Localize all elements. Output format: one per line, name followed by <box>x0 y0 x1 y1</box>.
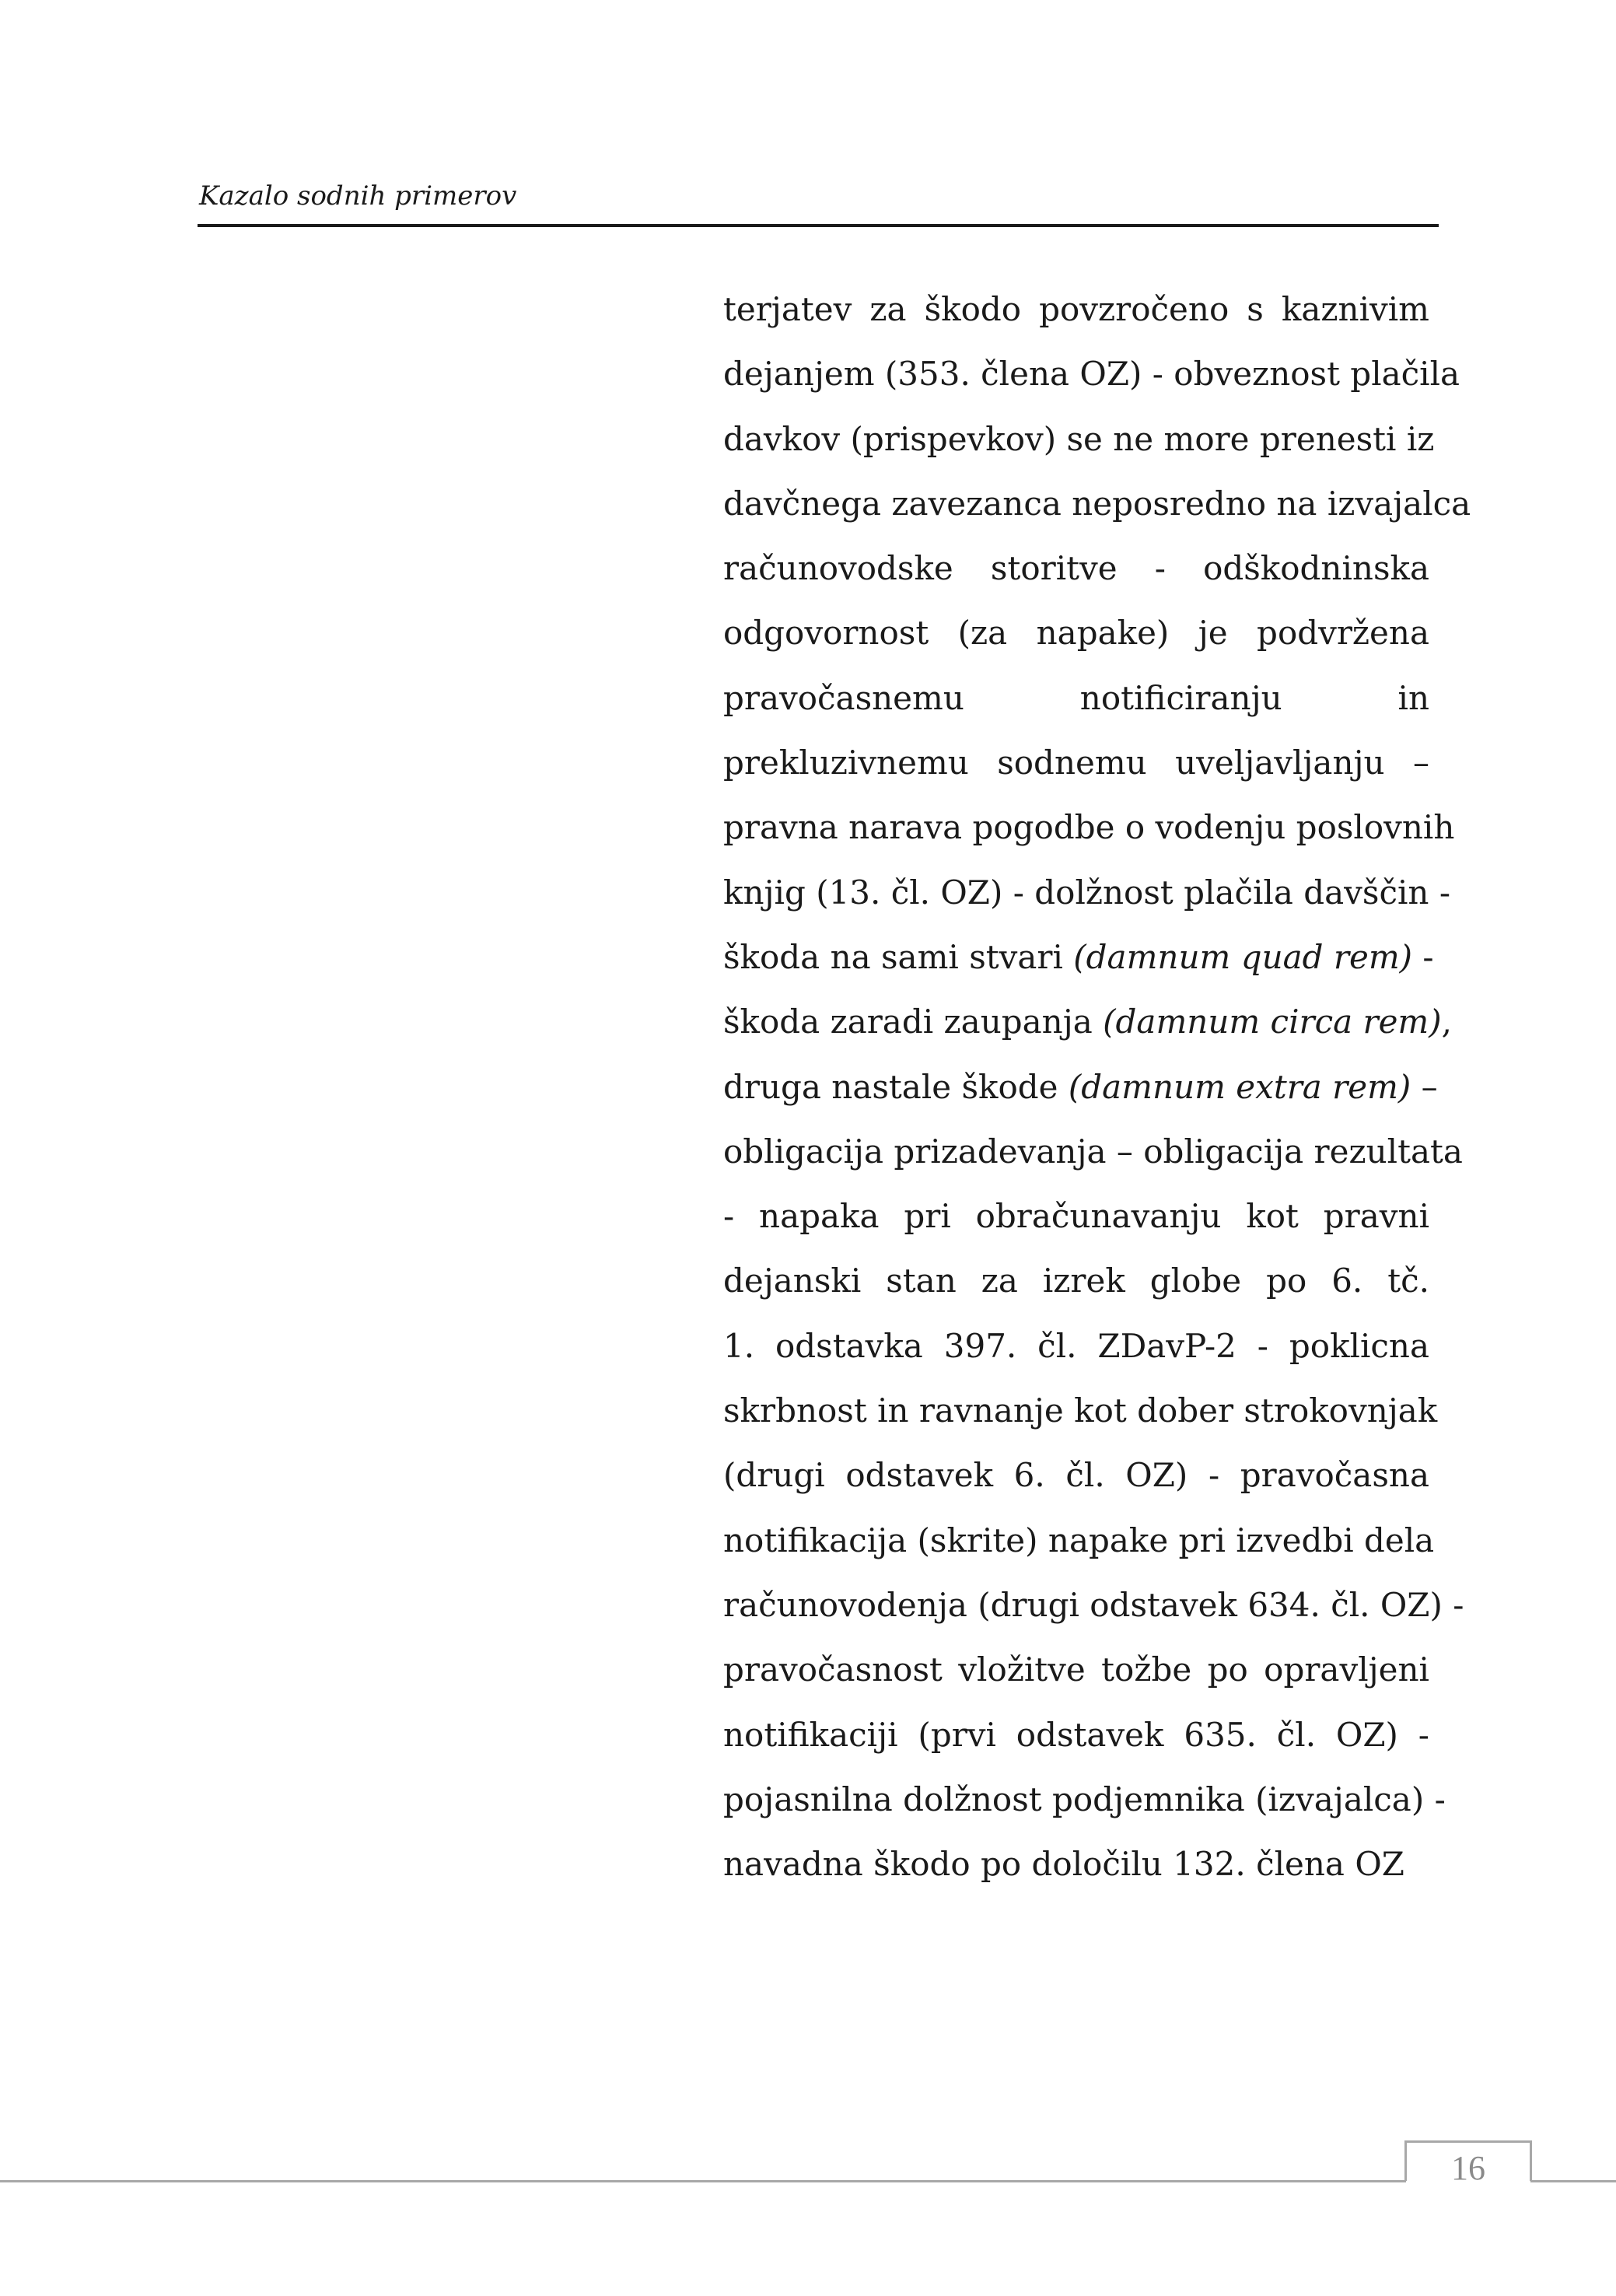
body-text-line <box>723 536 1429 600</box>
text-segment: – <box>1411 1067 1438 1106</box>
text-segment: dejanjem (353. člena OZ) - obveznost plačila <box>723 355 1460 394</box>
body-text-line <box>723 925 1434 989</box>
text-segment: (drugi odstavek 6. čl. OZ) - pravočasna <box>723 1456 1429 1495</box>
page-number: 16 <box>1451 2149 1485 2187</box>
body-text-line <box>723 1573 1464 1637</box>
text-segment: računovodske storitve - odškodninska <box>723 549 1429 588</box>
body-text-line <box>723 1767 1446 1832</box>
body-text-column <box>723 277 1471 1896</box>
text-segment: računovodenja (drugi odstavek 634. čl. OZ) - <box>723 1585 1464 1624</box>
body-text-line <box>723 471 1471 536</box>
footer-rule-left <box>0 2180 1406 2182</box>
running-header-title: Kazalo sodnih primerov <box>199 180 517 212</box>
text-segment: odgovornost (za napake) je podvržena <box>723 614 1429 653</box>
text-segment: prekluzivnemu sodnemu uveljavljanju – <box>723 744 1429 782</box>
latin-term: (damnum circa rem) <box>1103 1003 1442 1041</box>
footer-rule-right <box>1530 2180 1616 2182</box>
text-segment: , <box>1441 1003 1453 1041</box>
text-segment: knjig (13. čl. OZ) - dolžnost plačila davščin - <box>723 873 1451 912</box>
body-text-line <box>723 277 1429 341</box>
body-text-line <box>723 1508 1435 1573</box>
body-text-line <box>723 1184 1429 1248</box>
latin-term: (damnum extra rem) <box>1068 1067 1411 1106</box>
text-segment: terjatev za škodo povzročeno s kaznivim <box>723 290 1429 328</box>
body-text-line <box>723 1314 1429 1378</box>
text-segment: navadna škodo po določilu 132. člena OZ <box>723 1845 1404 1884</box>
body-text-line <box>723 1055 1438 1119</box>
text-segment: - <box>1412 937 1434 976</box>
text-segment: pravočasnost vložitve tožbe po opravljeni <box>723 1650 1429 1689</box>
body-text-line <box>723 666 1429 730</box>
body-text-line <box>723 1832 1429 1896</box>
text-segment: davčnega zavezanca neposredno na izvajalca <box>723 484 1471 523</box>
text-segment: - napaka pri obračunavanju kot pravni <box>723 1197 1429 1236</box>
text-segment: škoda na sami stvari <box>723 937 1074 976</box>
body-text-line <box>723 407 1435 471</box>
text-segment: druga nastale škode <box>723 1067 1069 1106</box>
text-segment: notifikacija (skrite) napake pri izvedbi dela <box>723 1521 1435 1559</box>
latin-term: (damnum quad rem) <box>1073 937 1413 976</box>
body-text-line <box>723 860 1451 925</box>
body-text-line <box>723 1637 1429 1702</box>
text-segment: pojasnilna dolžnost podjemnika (izvajalca) - <box>723 1780 1446 1818</box>
header-rule <box>198 224 1439 227</box>
text-segment: skrbnost in ravnanje kot dober strokovnjak <box>723 1391 1438 1430</box>
body-text-line <box>723 795 1455 859</box>
text-segment: škoda zaradi zaupanja <box>723 1003 1104 1041</box>
body-text-line <box>723 341 1460 406</box>
text-segment: davkov (prispevkov) se ne more prenesti iz <box>723 419 1435 458</box>
body-text-line <box>723 989 1453 1054</box>
body-text-line <box>723 1378 1438 1443</box>
text-segment: 1. odstavka 397. čl. ZDavP-2 - poklicna <box>723 1326 1429 1365</box>
body-text-line <box>723 1443 1429 1507</box>
text-segment: pravočasnemu notificiranju in <box>723 678 1429 717</box>
body-text-line <box>723 600 1429 665</box>
body-text-line <box>723 1703 1429 1767</box>
text-segment: notifikaciji (prvi odstavek 635. čl. OZ) - <box>723 1715 1429 1754</box>
text-segment: dejanski stan za izrek globe po 6. tč. <box>723 1262 1429 1300</box>
body-text-line <box>723 1248 1429 1313</box>
body-text-line <box>723 1119 1463 1184</box>
body-text-line <box>723 730 1429 795</box>
text-segment: pravna narava pogodbe o vodenju poslovnih <box>723 808 1455 847</box>
text-segment: obligacija prizadevanja – obligacija rezultata <box>723 1132 1463 1171</box>
